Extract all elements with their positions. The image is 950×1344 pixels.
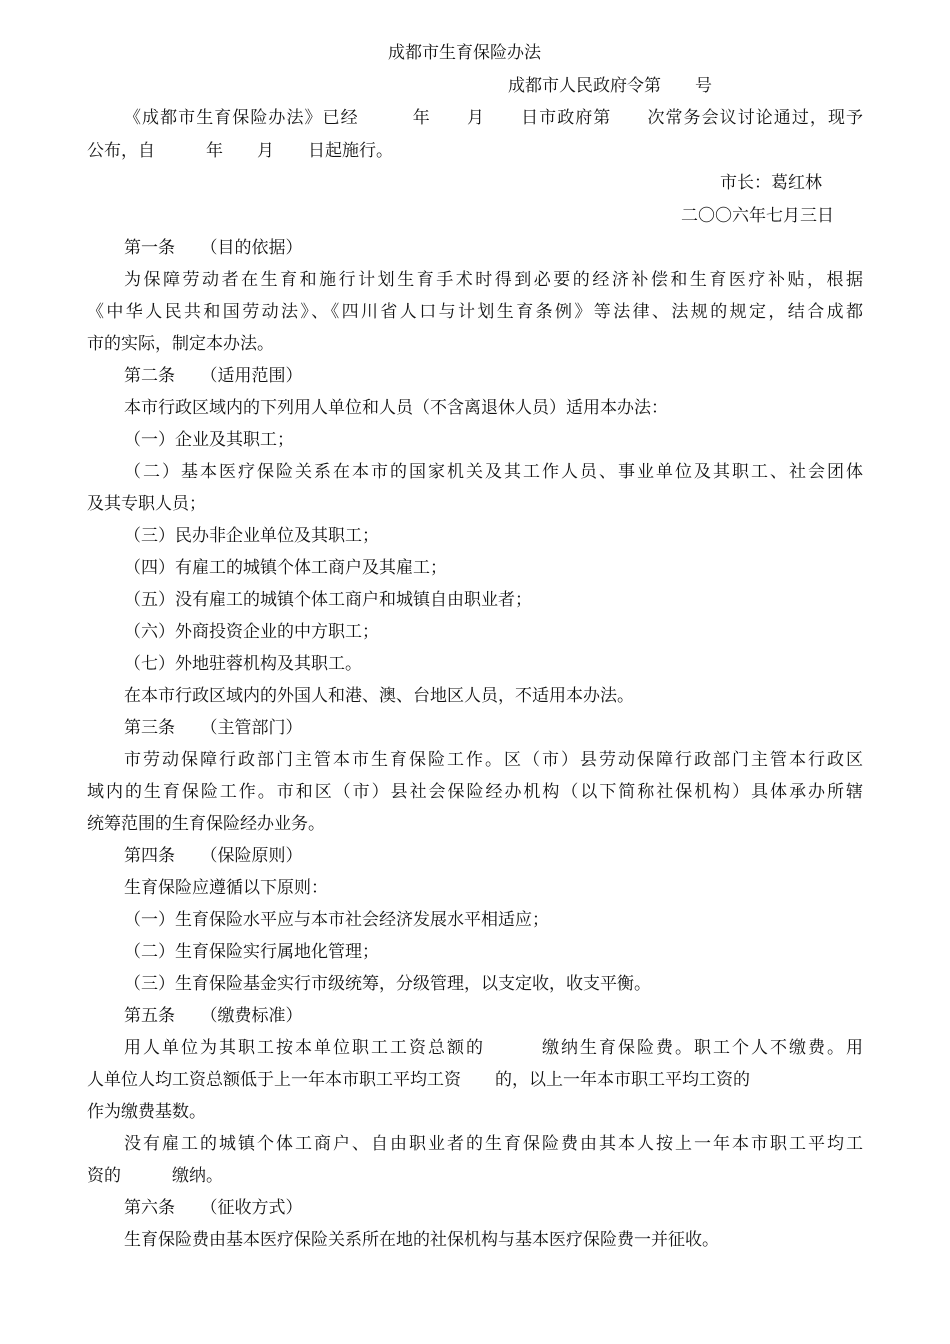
article-2-item-2-line-2: 及其专职人员； xyxy=(87,494,206,514)
article-6-line-1: 生育保险费由基本医疗保险关系所在地的社保机构与基本医疗保险费一并征收。 xyxy=(124,1230,719,1250)
article-5-line-3: 作为缴费基数。 xyxy=(87,1102,206,1122)
article-5-line-5: 资的 缴纳。 xyxy=(87,1166,223,1186)
article-4-heading: 第四条 （保险原则） xyxy=(124,846,303,866)
article-3-line-3: 统筹范围的生育保险经办业务。 xyxy=(87,814,325,834)
article-2-intro: 本市行政区域内的下列用人单位和人员（不含离退休人员）适用本办法： xyxy=(124,398,668,418)
article-1-heading: 第一条 （目的依据） xyxy=(124,238,303,258)
article-2-item-1: （一）企业及其职工； xyxy=(124,430,294,450)
article-2-item-5: （五）没有雇工的城镇个体工商户和城镇自由职业者； xyxy=(124,590,532,610)
article-3-line-1: 市劳动保障行政部门主管本市生育保险工作。区（市）县劳动保障行政部门主管本行政区 xyxy=(124,750,863,770)
document-title: 成都市生育保险办法 xyxy=(388,43,541,63)
article-2-heading: 第二条 （适用范围） xyxy=(124,366,303,386)
article-4-item-3: （三）生育保险基金实行市级统筹，分级管理，以支定收，收支平衡。 xyxy=(124,974,651,994)
article-4-item-2: （二）生育保险实行属地化管理； xyxy=(124,942,379,962)
signature-mayor: 市长：葛红林 xyxy=(720,173,822,193)
article-2-exclusion: 在本市行政区域内的外国人和港、澳、台地区人员，不适用本办法。 xyxy=(124,686,634,706)
promulgation-line-1: 《成都市生育保险办法》已经 年 月 日市政府第 次常务会议讨论通过，现予 xyxy=(124,108,863,128)
signature-date: 二〇〇六年七月三日 xyxy=(681,206,834,226)
article-2-item-6: （六）外商投资企业的中方职工； xyxy=(124,622,379,642)
article-5-line-4: 没有雇工的城镇个体工商户、自由职业者的生育保险费由其本人按上一年本市职工平均工 xyxy=(124,1134,863,1154)
article-2-item-7: （七）外地驻蓉机构及其职工。 xyxy=(124,654,362,674)
article-3-line-2: 域内的生育保险工作。市和区（市）县社会保险经办机构（以下简称社保机构）具体承办所辖 xyxy=(87,782,863,802)
order-number-line: 成都市人民政府令第 号 xyxy=(508,76,712,96)
article-4-item-1: （一）生育保险水平应与本市社会经济发展水平相适应； xyxy=(124,910,549,930)
article-2-item-3: （三）民办非企业单位及其职工； xyxy=(124,526,379,546)
article-6-heading: 第六条 （征收方式） xyxy=(124,1198,303,1218)
article-5-heading: 第五条 （缴费标准） xyxy=(124,1006,303,1026)
article-1-line-3: 市的实际，制定本办法。 xyxy=(87,334,274,354)
article-2-item-4: （四）有雇工的城镇个体工商户及其雇工； xyxy=(124,558,447,578)
promulgation-line-2: 公布，自 年 月 日起施行。 xyxy=(87,141,393,161)
article-3-heading: 第三条 （主管部门） xyxy=(124,718,303,738)
article-4-intro: 生育保险应遵循以下原则： xyxy=(124,878,328,898)
article-1-line-1: 为保障劳动者在生育和施行计划生育手术时得到必要的经济补偿和生育医疗补贴，根据 xyxy=(124,270,863,290)
article-5-line-2: 人单位人均工资总额低于上一年本市职工平均工资 的，以上一年本市职工平均工资的 xyxy=(87,1070,750,1090)
article-5-line-1: 用人单位为其职工按本单位职工工资总额的 缴纳生育保险费。职工个人不缴费。用 xyxy=(124,1038,863,1058)
article-2-item-2-line-1: （二）基本医疗保险关系在本市的国家机关及其工作人员、事业单位及其职工、社会团体 xyxy=(124,462,863,482)
article-1-line-2: 《中华人民共和国劳动法》、《四川省人口与计划生育条例》等法律、法规的规定，结合成都 xyxy=(87,302,863,322)
